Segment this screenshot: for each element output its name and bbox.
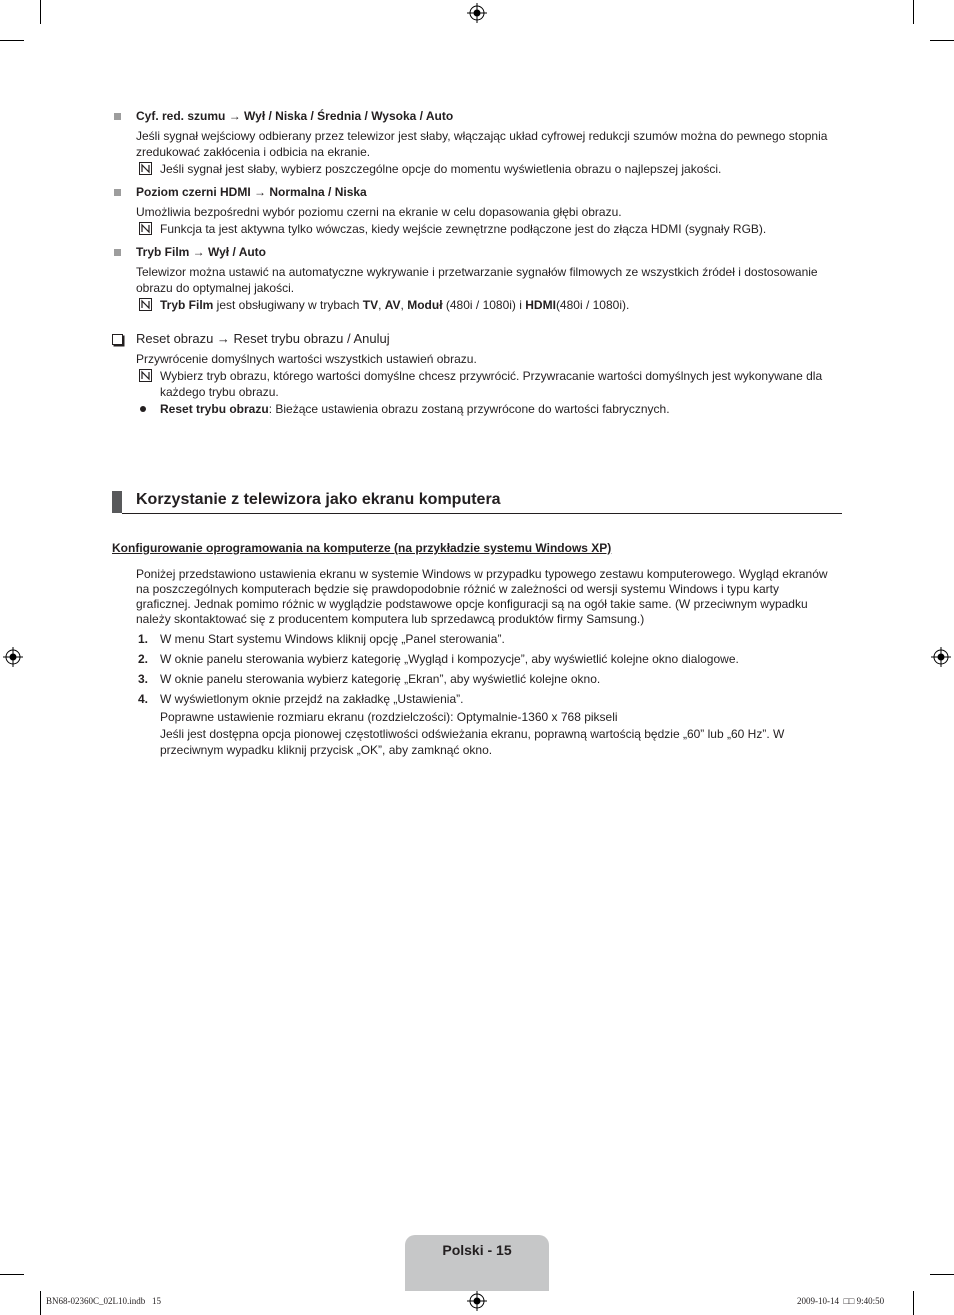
reset-bullet: Reset trybu obrazu: Bieżące ustawienia obrazu zostaną przywrócone do wartości fabrycznych. <box>160 402 670 416</box>
step-text: Poprawne ustawienie rozmiaru ekranu (rozdzielczości): Optymalnie-1360 x 768 pikseli <box>160 710 618 724</box>
square-bullet-icon <box>114 249 121 256</box>
intro-line: Poniżej przedstawiono ustawienia ekranu w systemie Windows w przypadku typowego zestawu komputerowego. Wygląd ekranów <box>136 567 828 581</box>
crop-mark <box>40 1291 41 1315</box>
item-title: Cyf. red. szumu → Wył / Niska / Średnia / Wysoka / Auto <box>136 109 454 123</box>
print-slug-date: 2009-10-14 □□ 9:40:50 <box>797 1296 885 1306</box>
step-text: W oknie panelu sterowania wybierz kategorię „Wygląd i kompozycje”, aby wyświetlić kolejne okno dialogowe. <box>160 652 739 666</box>
crop-mark <box>930 1274 954 1275</box>
intro-line: graficznej. Jednak pomimo różnic w wyglądzie podstawowe opcje konfiguracji są na ogół takie same. (W przeciwnym wypadku <box>136 597 808 611</box>
square-bullet-icon <box>114 189 121 196</box>
note-text: Wybierz tryb obrazu, którego wartości domyślne chcesz przywrócić. Przywracanie wartości domyślnych jest wykonywane dla <box>160 369 823 383</box>
note-text: Jeśli sygnał jest słaby, wybierz poszczególne opcje do momentu wyświetlenia obrazu o najlepszej jakości. <box>160 162 722 176</box>
note-text: każdego trybu obrazu. <box>160 385 279 399</box>
checkbox-bullet-icon <box>112 334 123 345</box>
note-text: Tryb Film jest obsługiwany w trybach TV, AV, Moduł (480i / 1080i) i HDMI(480i / 1080i). <box>160 298 630 312</box>
item-title: Poziom czerni HDMI → Normalna / Niska <box>136 185 367 199</box>
item-desc: Telewizor można ustawić na automatyczne wykrywanie i przetwarzanie sygnałów filmowych ze wszystkich źródeł i dostosowanie <box>136 265 818 279</box>
intro-line: na poszczególnych komputerach będzie się prawdopodobnie różnić w zależności od wersji systemu Windows i typu karty <box>136 582 779 596</box>
step-number: 4. <box>138 692 149 706</box>
step-number: 1. <box>138 632 149 646</box>
crop-mark <box>0 1274 24 1275</box>
crop-mark <box>40 0 41 24</box>
item-title: Tryb Film → Wył / Auto <box>136 245 267 259</box>
step-text: W wyświetlonym oknie przejdź na zakładkę „Ustawienia”. <box>160 692 464 706</box>
square-bullet-icon <box>114 113 121 120</box>
item-desc: zredukować zakłócenia i odbicia na ekranie. <box>136 145 371 159</box>
step-text: W menu Start systemu Windows kliknij opcję „Panel sterowania”. <box>160 632 505 646</box>
item-desc: Umożliwia bezpośredni wybór poziomu czerni na ekranie w celu dopasowania głębi obrazu. <box>136 205 622 219</box>
note-text: Funkcja ta jest aktywna tylko wówczas, kiedy wejście zewnętrzne podłączone jest do złącza HDMI (sygnały RGB). <box>160 222 767 236</box>
item-desc: obrazu do optymalnej jakości. <box>136 281 295 295</box>
registration-mark-icon <box>467 3 487 23</box>
note-icon <box>139 222 152 235</box>
step-text: Jeśli jest dostępna opcja pionowej częstotliwości odświeżania ekranu, poprawną wartością będzie „60” lub „60 Hz”. W <box>160 727 785 741</box>
step-number: 2. <box>138 652 149 666</box>
page-number: Polski - 15 <box>442 1242 512 1258</box>
reset-title: Reset obrazu → Reset trybu obrazu / Anuluj <box>136 331 390 346</box>
crop-mark <box>0 40 24 41</box>
step-number: 3. <box>138 672 149 686</box>
intro-line: należy skontaktować się z producentem komputera lub sprzedawcą produktów firmy Samsung.) <box>136 612 645 626</box>
crop-mark <box>913 0 914 24</box>
heading-rule <box>122 513 842 514</box>
print-slug-file: BN68-02360C_02L10.indb 15 <box>46 1296 162 1306</box>
subheading: Konfigurowanie oprogramowania na komputerze (na przykładzie systemu Windows XP) <box>112 541 612 555</box>
registration-mark-icon <box>931 647 951 667</box>
step-text: W oknie panelu sterowania wybierz kategorię „Ekran”, aby wyświetlić kolejne okno. <box>160 672 601 686</box>
crop-mark <box>913 1291 914 1315</box>
crop-mark <box>930 40 954 41</box>
item-desc: Jeśli sygnał wejściowy odbierany przez telewizor jest słaby, włączając układ cyfrowej redukcji szumów można do pewnego stopnia <box>136 129 828 143</box>
reset-desc: Przywrócenie domyślnych wartości wszystkich ustawień obrazu. <box>136 352 477 366</box>
registration-mark-icon <box>467 1291 487 1311</box>
note-icon <box>139 162 152 175</box>
registration-mark-icon <box>3 647 23 667</box>
step-text: przeciwnym wypadku kliknij przycisk „OK”, aby zamknąć okno. <box>160 743 493 757</box>
heading-bar <box>112 491 122 513</box>
note-icon <box>139 369 152 382</box>
section-heading: Korzystanie z telewizora jako ekranu komputera <box>136 491 501 508</box>
round-bullet-icon <box>140 406 146 412</box>
note-icon <box>139 298 152 311</box>
